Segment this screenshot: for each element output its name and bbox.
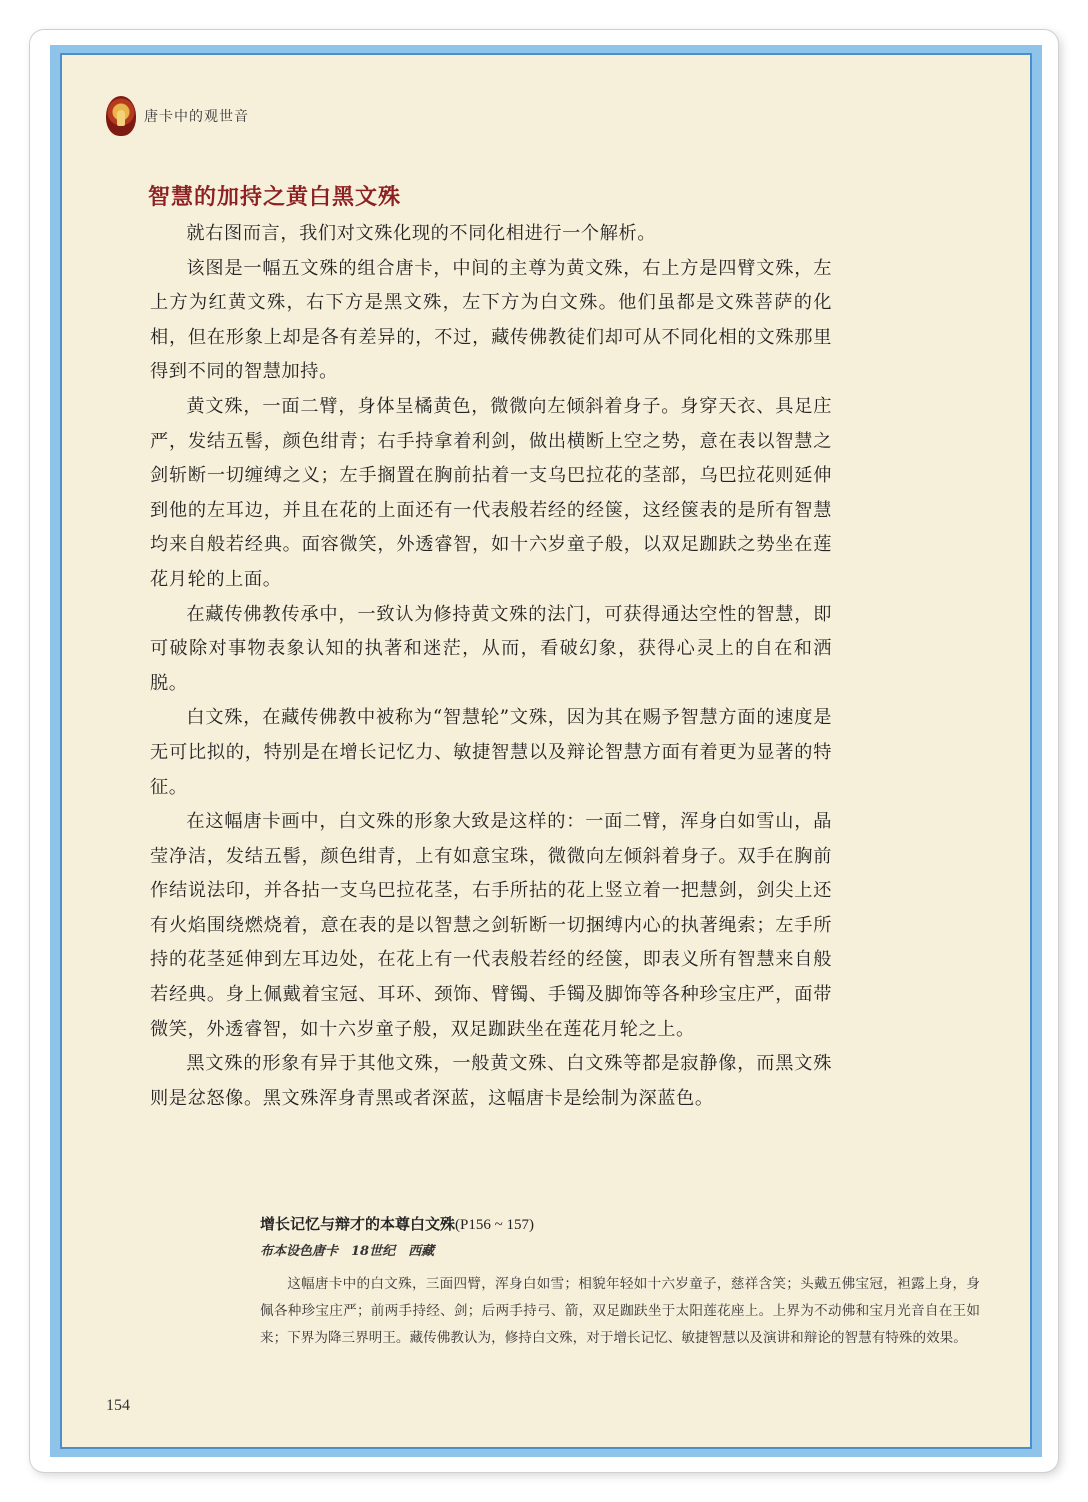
- section-heading: 智慧的加持之黄白黑文殊: [148, 185, 402, 210]
- avalokiteshvara-emblem-icon: [106, 96, 136, 136]
- paragraph: 在这幅唐卡画中，白文殊的形象大致是这样的：一面二臂，浑身白如雪山，晶莹净洁，发结五髻，颜色绀青，上有如意宝珠，微微向左倾斜着身子。双手在胸前作结说法印，并各拈一支乌巴拉花茎，右手所拈的花上竖立着一把慧剑，剑尖上还有火焰围绕燃烧着，意在表的是以智慧之剑斩断一切捆缚内心的执著绳索；左手所持的花茎延伸到左耳边处，在花上有一代表般若经的经箧，即表义所有智慧来自般若经典。身上佩戴着宝冠、耳环、颈饰、臂镯、手镯及脚饰等各种珍宝庄严，面带微笑，外透睿智，如十六岁童子般，双足跏趺坐在莲花月轮之上。: [150, 811, 832, 1040]
- paragraph: 在藏传佛教传承中，一致认为修持黄文殊的法门，可获得通达空性的智慧，即可破除对事物表象认知的执著和迷茫，从而，看破幻象，获得心灵上的自在和洒脱。: [150, 603, 832, 694]
- book-page: [60, 53, 1032, 1449]
- caption-page-ref: (P156 ~ 157): [455, 1217, 534, 1233]
- caption-title-text: 增长记忆与辩才的本尊白文殊: [260, 1215, 456, 1233]
- paragraph: 白文殊，在藏传佛教中被称为“智慧轮”文殊，因为其在赐予智慧方面的速度是无可比拟的，特别是在增长记忆力、敏捷智慧以及辩论智慧方面有着更为显著的特征。: [150, 707, 832, 798]
- caption-title: [260, 1213, 980, 1234]
- page-number: 154: [106, 1397, 130, 1414]
- running-header: [106, 93, 249, 139]
- paragraph: 黑文殊的形象有异于其他文殊，一般黄文殊、白文殊等都是寂静像，而黑文殊则是忿怒像。黑文殊浑身青黑或者深蓝，这幅唐卡是绘制为深蓝色。: [150, 1053, 832, 1109]
- paragraph: 就右图而言，我们对文殊化现的不同化相进行一个解析。: [186, 223, 657, 244]
- running-header-title: 唐卡中的观世音: [144, 109, 249, 125]
- caption-meta: 布本设色唐卡 18世纪 西藏: [260, 1244, 435, 1259]
- paragraph: 黄文殊，一面二臂，身体呈橘黄色，微微向左倾斜着身子。身穿天衣、具足庄严，发结五髻，颜色绀青；右手持拿着利剑，做出横断上空之势，意在表以智慧之剑斩断一切缠缚之义；左手搁置在胸前拈着一支乌巴拉花的茎部，乌巴拉花则延伸到他的左耳边，并且在花的上面还有一代表般若经的经箧，这经箧表的是所有智慧均来自般若经典。面容微笑，外透睿智，如十六岁童子般，以双足跏趺之势坐在莲花月轮的上面。: [150, 395, 832, 590]
- paragraph: 该图是一幅五文殊的组合唐卡，中间的主尊为黄文殊，右上方是四臂文殊，左上方为红黄文殊，右下方是黑文殊，左下方为白文殊。他们虽都是文殊菩萨的化相，但在形象上却是各有差异的，不过，藏传佛教徒们却可从不同化相的文殊那里得到不同的智慧加持。: [150, 257, 832, 383]
- figure-caption: [260, 1213, 980, 1352]
- body-text: [150, 217, 832, 1116]
- caption-body: 这幅唐卡中的白文殊，三面四臂，浑身白如雪；相貌年轻如十六岁童子，慈祥含笑；头戴五佛宝冠，袒露上身，身佩各种珍宝庄严；前两手持经、剑；后两手持弓、箭，双足跏趺坐于太阳莲花座上。上界为不动佛和宝月光音自在王如来；下界为降三界明王。藏传佛教认为，修持白文殊，对于增长记忆、敏捷智慧以及演讲和辩论的智慧有特殊的效果。: [260, 1276, 980, 1346]
